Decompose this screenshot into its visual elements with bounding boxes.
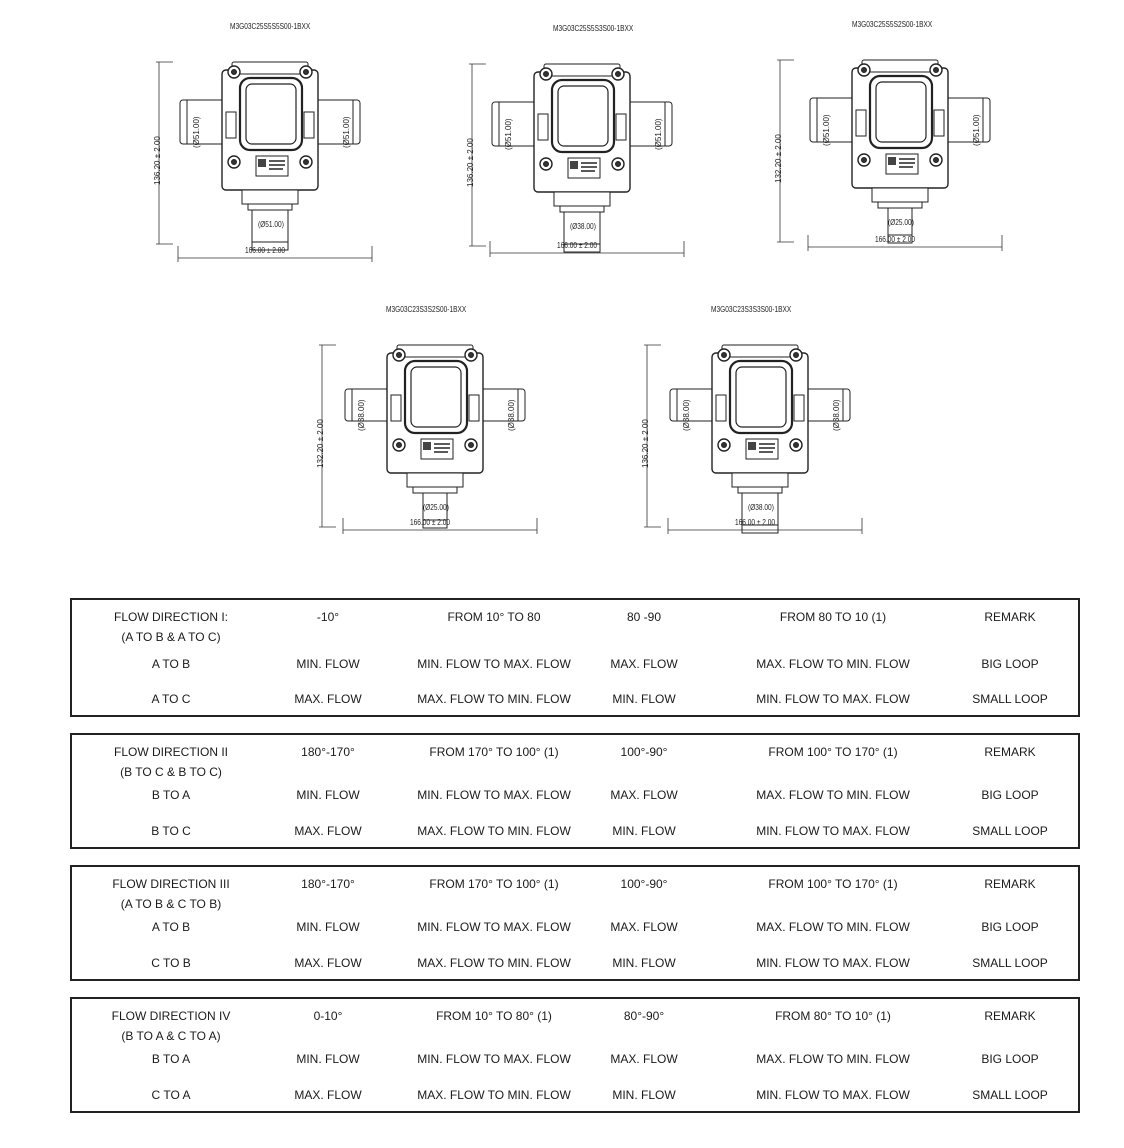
flow-cell: MAX. FLOW TO MIN. FLOW <box>417 824 571 838</box>
flow-cell: MIN. FLOW TO MAX. FLOW <box>417 788 571 802</box>
left-port-diameter: (Ø38.00) <box>357 399 366 431</box>
flow-cell: MIN. FLOW TO MAX. FLOW <box>756 956 910 970</box>
angle-range-header: FROM 10° TO 80° (1) <box>436 1009 552 1023</box>
flow-cell: MIN. FLOW <box>612 824 676 838</box>
height-dimension: 136.20 ± 2.00 <box>641 419 650 468</box>
bottom-port-diameter: (Ø38.00) <box>570 222 596 231</box>
flow-direction-table <box>70 733 1080 849</box>
flow-path-label: A TO B <box>151 920 191 934</box>
dimension-lines <box>780 18 1020 268</box>
model-label: M3G03C25S5S5S00-1BXX <box>230 22 311 31</box>
model-label: M3G03C25S5S2S00-1BXX <box>852 20 933 29</box>
flow-path-label: B TO A <box>151 1052 191 1066</box>
flow-direction-table <box>70 997 1080 1113</box>
valve-drawing <box>150 20 390 270</box>
flow-cell: MIN. FLOW <box>612 1088 676 1102</box>
angle-range-header: FROM 80° TO 10° (1) <box>775 1009 891 1023</box>
flow-cell: MAX. FLOW TO MIN. FLOW <box>756 1052 910 1066</box>
flow-direction-subtitle: (A TO B & C TO B) <box>120 897 222 911</box>
flow-cell: MIN. FLOW <box>296 788 360 802</box>
flow-path-label: B TO C <box>151 824 191 838</box>
bottom-port-diameter: (Ø38.00) <box>748 503 774 512</box>
flow-cell: MIN. FLOW TO MAX. FLOW <box>756 824 910 838</box>
right-port-diameter: (Ø51.00) <box>654 118 663 150</box>
width-dimension: 166.00 ± 2.00 <box>245 246 286 255</box>
height-dimension: 136.20 ± 2.00 <box>153 136 162 185</box>
width-dimension: 166.00 ± 2.00 <box>557 241 598 250</box>
model-label: M3G03C23S3S2S00-1BXX <box>386 305 467 314</box>
flow-cell: MAX. FLOW TO MIN. FLOW <box>417 1088 571 1102</box>
model-label: M3G03C25S5S3S00-1BXX <box>553 24 634 33</box>
remark-cell: SMALL LOOP <box>972 956 1048 970</box>
angle-range-header: 80 -90 <box>626 610 662 624</box>
flow-cell: MIN. FLOW <box>296 920 360 934</box>
flow-cell: MIN. FLOW TO MAX. FLOW <box>417 657 571 671</box>
remark-header: REMARK <box>984 745 1036 759</box>
remark-cell: BIG LOOP <box>981 920 1039 934</box>
flow-direction-table <box>70 598 1080 717</box>
flow-cell: MAX. FLOW <box>610 657 678 671</box>
flow-direction-subtitle: (B TO A & C TO A) <box>121 1029 221 1043</box>
flow-cell: MAX. FLOW TO MIN. FLOW <box>756 920 910 934</box>
dimension-lines <box>462 22 702 272</box>
flow-cell: MAX. FLOW <box>610 920 678 934</box>
left-port-diameter: (Ø51.00) <box>192 116 201 148</box>
flow-cell: MAX. FLOW TO MIN. FLOW <box>756 657 910 671</box>
remark-cell: SMALL LOOP <box>972 1088 1048 1102</box>
flow-path-label: C TO A <box>151 1088 191 1102</box>
angle-range-header: FROM 170° TO 100° (1) <box>429 745 559 759</box>
flow-cell: MAX. FLOW <box>294 956 362 970</box>
flow-path-label: C TO B <box>151 956 191 970</box>
angle-range-header: 180°-170° <box>301 745 355 759</box>
bottom-port-diameter: (Ø25.00) <box>888 218 914 227</box>
flow-direction-title: FLOW DIRECTION III <box>112 877 230 891</box>
dimension-lines <box>315 303 555 553</box>
valve-drawing <box>774 18 1020 268</box>
angle-range-header: 80°-90° <box>623 1009 665 1023</box>
flow-path-label: A TO C <box>151 692 191 706</box>
flow-direction-subtitle: (A TO B & A TO C) <box>121 630 221 644</box>
flow-cell: MIN. FLOW <box>296 657 360 671</box>
flow-cell: MIN. FLOW <box>296 1052 360 1066</box>
flow-cell: MIN. FLOW TO MAX. FLOW <box>756 692 910 706</box>
flow-cell: MAX. FLOW TO MIN. FLOW <box>756 788 910 802</box>
remark-header: REMARK <box>984 877 1036 891</box>
flow-cell: MAX. FLOW <box>294 1088 362 1102</box>
remark-cell: SMALL LOOP <box>972 692 1048 706</box>
flow-direction-table <box>70 865 1080 981</box>
angle-range-header: FROM 100° TO 170° (1) <box>768 745 898 759</box>
right-port-diameter: (Ø51.00) <box>342 116 351 148</box>
dimension-lines <box>640 303 880 553</box>
remark-cell: BIG LOOP <box>981 1052 1039 1066</box>
flow-cell: MIN. FLOW TO MAX. FLOW <box>417 920 571 934</box>
remark-header: REMARK <box>984 1009 1036 1023</box>
left-port-diameter: (Ø51.00) <box>822 114 831 146</box>
valve-drawing <box>640 303 880 553</box>
flow-cell: MAX. FLOW <box>294 692 362 706</box>
flow-cell: MIN. FLOW TO MAX. FLOW <box>417 1052 571 1066</box>
flow-direction-title: FLOW DIRECTION II <box>114 745 228 759</box>
angle-range-header: -10° <box>316 610 340 624</box>
angle-range-header: FROM 170° TO 100° (1) <box>429 877 559 891</box>
angle-range-header: 0-10° <box>313 1009 343 1023</box>
flow-cell: MIN. FLOW <box>612 692 676 706</box>
angle-range-header: FROM 100° TO 170° (1) <box>768 877 898 891</box>
right-port-diameter: (Ø51.00) <box>972 114 981 146</box>
model-label: M3G03C23S3S3S00-1BXX <box>711 305 792 314</box>
height-dimension: 136.20 ± 2.00 <box>466 138 475 187</box>
valve-drawing <box>315 303 555 553</box>
flow-cell: MAX. FLOW <box>610 788 678 802</box>
flow-path-label: B TO A <box>151 788 191 802</box>
remark-header: REMARK <box>984 610 1036 624</box>
remark-cell: BIG LOOP <box>981 657 1039 671</box>
remark-cell: SMALL LOOP <box>972 824 1048 838</box>
dimension-lines <box>150 20 390 270</box>
flow-direction-title: FLOW DIRECTION I: <box>114 610 228 624</box>
angle-range-header: 180°-170° <box>301 877 355 891</box>
flow-direction-subtitle: (B TO C & B TO C) <box>120 765 222 779</box>
angle-range-header: FROM 10° TO 80 <box>447 610 541 624</box>
height-dimension: 132.20 ± 2.00 <box>774 134 783 183</box>
bottom-port-diameter: (Ø25.00) <box>423 503 449 512</box>
angle-range-header: 100°-90° <box>620 745 668 759</box>
width-dimension: 166.00 ± 2.00 <box>735 518 776 527</box>
flow-path-label: A TO B <box>151 657 191 671</box>
flow-cell: MAX. FLOW TO MIN. FLOW <box>417 692 571 706</box>
flow-direction-title: FLOW DIRECTION IV <box>111 1009 231 1023</box>
flow-cell: MAX. FLOW <box>610 1052 678 1066</box>
flow-cell: MIN. FLOW TO MAX. FLOW <box>756 1088 910 1102</box>
right-port-diameter: (Ø38.00) <box>507 399 516 431</box>
flow-cell: MAX. FLOW TO MIN. FLOW <box>417 956 571 970</box>
width-dimension: 166.00 ± 2.00 <box>875 235 916 244</box>
right-port-diameter: (Ø38.00) <box>832 399 841 431</box>
left-port-diameter: (Ø51.00) <box>504 118 513 150</box>
width-dimension: 166.00 ± 2.00 <box>410 518 451 527</box>
flow-cell: MAX. FLOW <box>294 824 362 838</box>
angle-range-header: 100°-90° <box>620 877 668 891</box>
left-port-diameter: (Ø38.00) <box>682 399 691 431</box>
angle-range-header: FROM 80 TO 10 (1) <box>779 610 887 624</box>
bottom-port-diameter: (Ø51.00) <box>258 220 284 229</box>
height-dimension: 132.20 ± 2.00 <box>316 419 325 468</box>
remark-cell: BIG LOOP <box>981 788 1039 802</box>
valve-drawing <box>462 22 702 272</box>
flow-cell: MIN. FLOW <box>612 956 676 970</box>
